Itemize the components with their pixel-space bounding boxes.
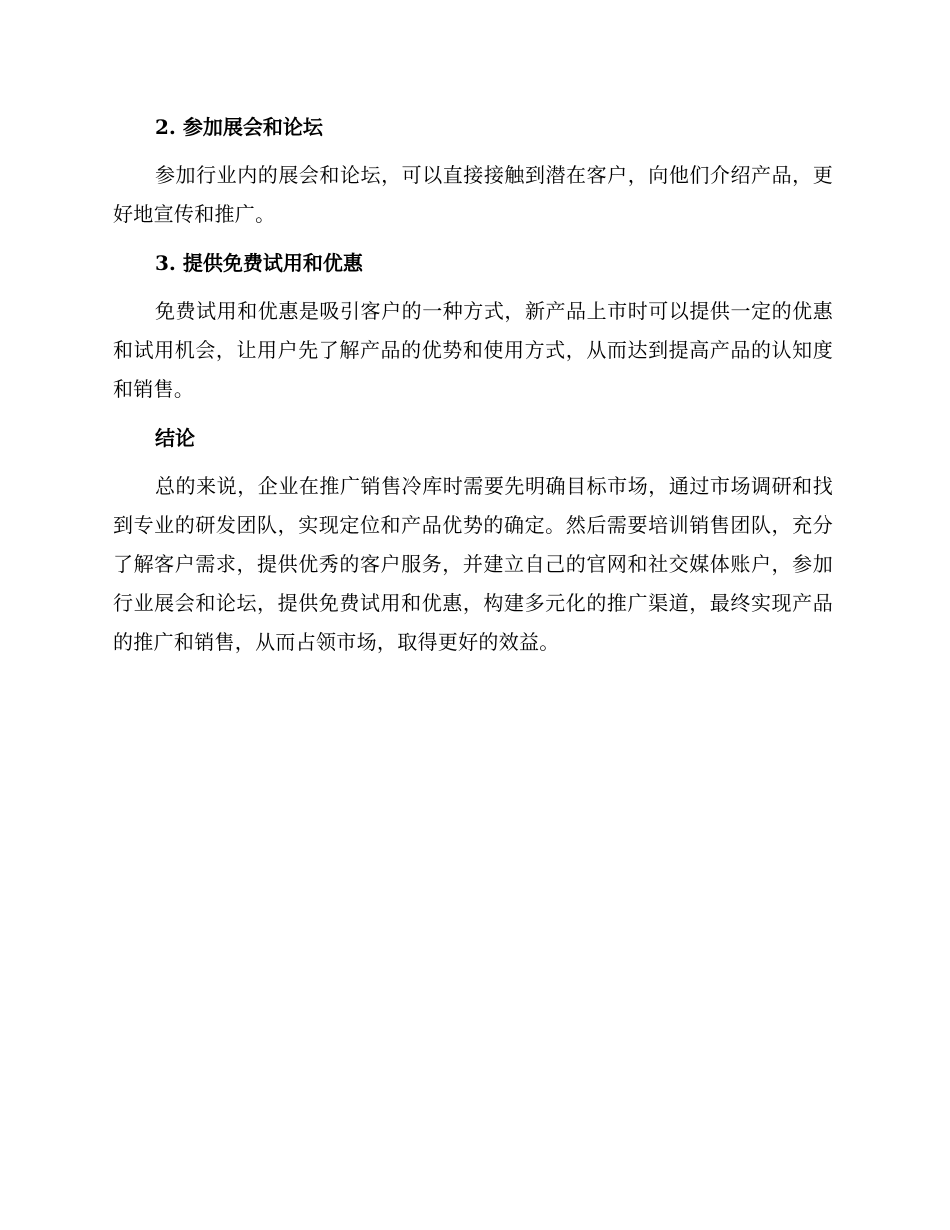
section-heading-free-trial: 3. 提供免费试用和优惠 (155, 251, 363, 275)
section-paragraph-exhibitions: 参加行业内的展会和论坛，可以直接接触到潜在客户，向他们介绍产品，更好地宣传和推广。 (113, 163, 833, 226)
section-paragraph-free-trial: 免费试用和优惠是吸引客户的一种方式，新产品上市时可以提供一定的优惠和试用机会，让用户先了解产品的优势和使用方式，从而达到提高产品的认知度和销售。 (113, 299, 833, 401)
section-heading-exhibitions: 2. 参加展会和论坛 (155, 115, 323, 139)
section-heading-conclusion: 结论 (155, 426, 195, 450)
document-page (113, 110, 833, 674)
section-paragraph-conclusion: 总的来说，企业在推广销售冷库时需要先明确目标市场，通过市场调研和找到专业的研发团队，实现定位和产品优势的确定。然后需要培训销售团队，充分了解客户需求，提供优秀的客户服务，并建立自己的官网和社交媒体账户，参加行业展会和论坛，提供免费试用和优惠，构建多元化的推广渠道，最终实现产品的推广和销售，从而占领市场，取得更好的效益。 (113, 474, 833, 654)
